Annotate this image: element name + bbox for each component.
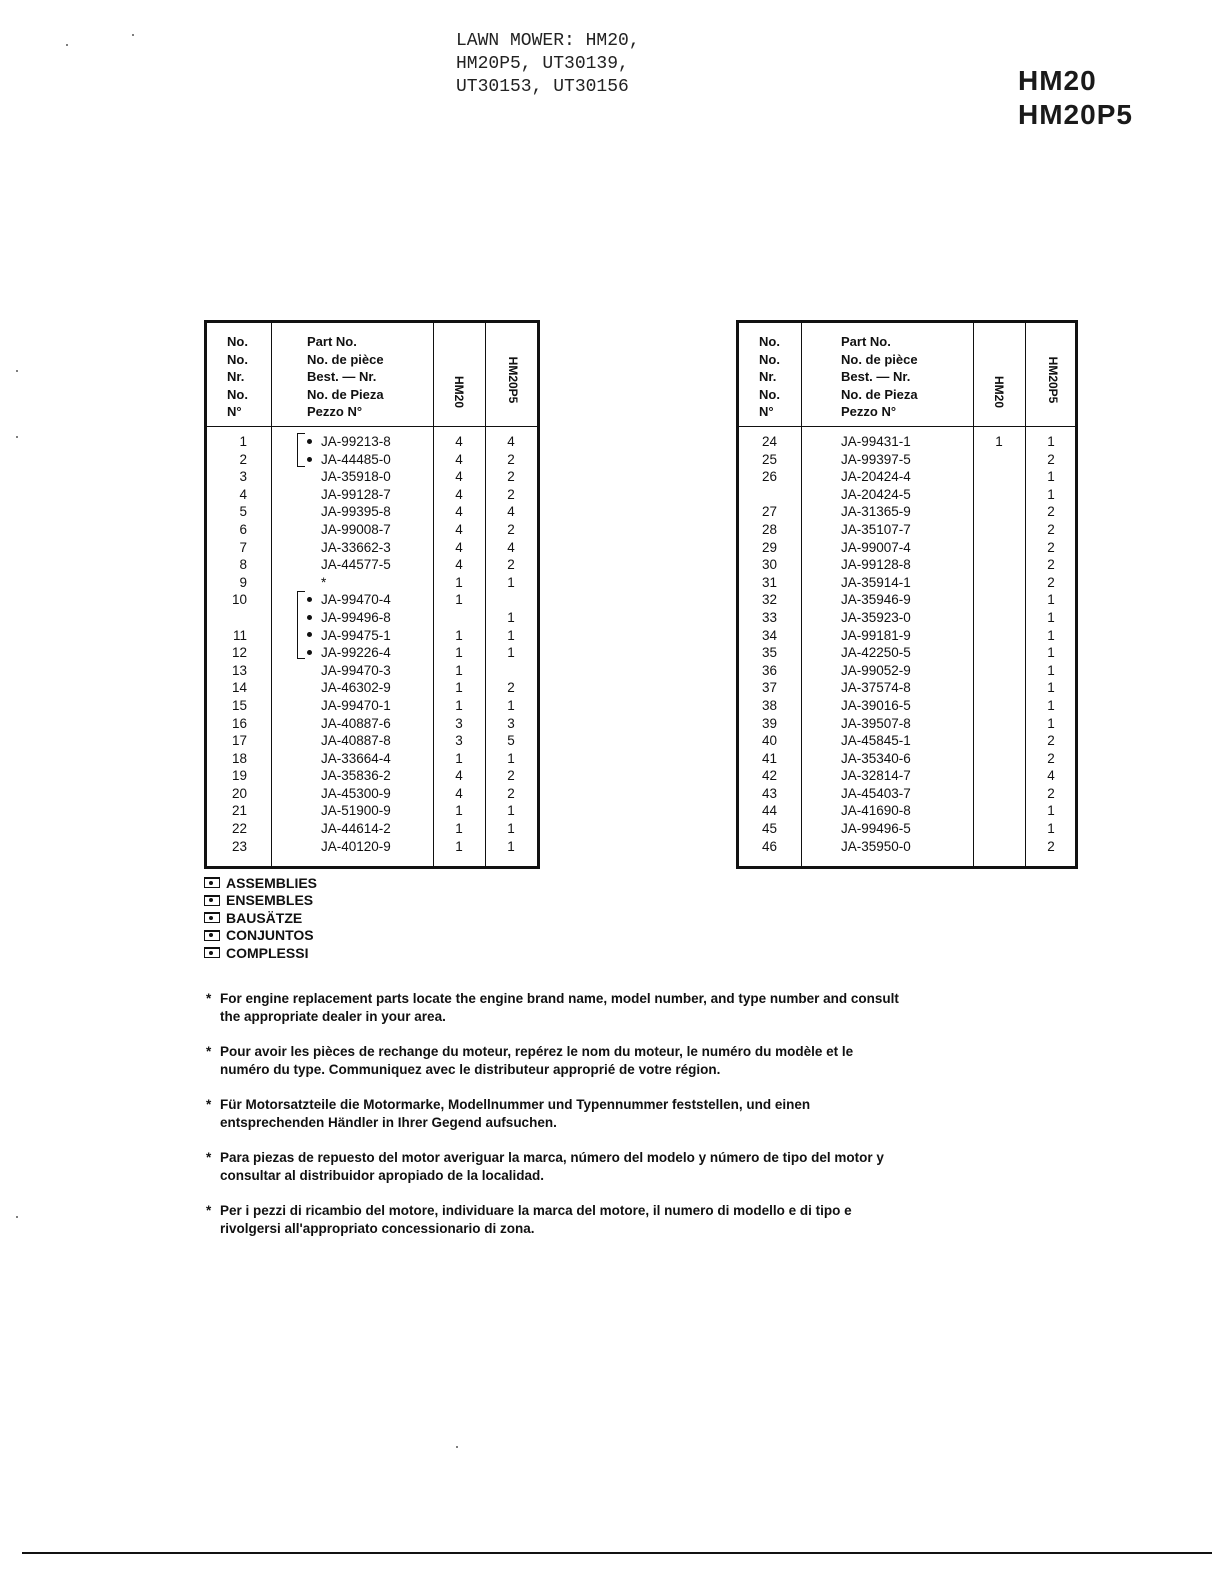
model-line: HM20P5: [1018, 99, 1133, 130]
header-line: No.: [227, 334, 248, 349]
header-line: Pezzo N°: [841, 404, 897, 419]
qty-hm20p5: 1: [1047, 821, 1055, 837]
item-number: 2: [239, 451, 247, 467]
table-row: [739, 451, 1075, 469]
part-number: JA-45300-9: [321, 785, 391, 801]
scan-speck: [456, 1446, 458, 1448]
table-row: [207, 802, 537, 820]
qty-hm20p5: 2: [507, 785, 515, 801]
qty-hm20p5: 1: [1047, 645, 1055, 661]
qty-hm20p5: 4: [1047, 768, 1055, 784]
part-number: JA-99128-8: [841, 557, 911, 573]
qty-hm20: 4: [455, 451, 463, 467]
qty-hm20p5: 2: [507, 768, 515, 784]
qty-hm20p5: 2: [507, 469, 515, 485]
header-line: No.: [227, 386, 248, 402]
item-number: 3: [239, 469, 247, 485]
qty-hm20p5: 2: [1047, 838, 1055, 854]
table-row: [739, 609, 1075, 627]
part-number: JA-99470-4: [321, 592, 391, 608]
part-number: JA-99496-5: [841, 821, 911, 837]
model-heading: [1018, 64, 1133, 132]
note-french: * Pour avoir les pièces de rechange du moteur, repérez le nom du moteur, le numéro du modèle et le numéro du type. Communiquez avec le distributeur approprié de votre région.: [204, 1043, 904, 1078]
qty-hm20p5: 1: [1047, 803, 1055, 819]
part-number: JA-35950-0: [841, 838, 911, 854]
table-row: [739, 679, 1075, 697]
part-number: JA-99496-8: [321, 609, 391, 625]
part-number: JA-35923-0: [841, 609, 911, 625]
part-number: JA-45403-7: [841, 785, 911, 801]
qty-hm20: 1: [455, 697, 463, 713]
qty-hm20: 4: [455, 469, 463, 485]
header-line: Best. — Nr.: [307, 369, 377, 384]
item-number: 38: [761, 697, 777, 713]
table-row: [739, 750, 1075, 768]
table-row: [207, 627, 537, 645]
qty-hm20: 4: [455, 521, 463, 537]
part-number: JA-99007-4: [841, 539, 911, 555]
title-line: LAWN MOWER: HM20,: [456, 31, 640, 51]
item-number: 17: [231, 733, 247, 749]
part-number: JA-35107-7: [841, 521, 911, 537]
item-number: 41: [761, 750, 777, 766]
note-german: * Für Motorsatzteile die Motormarke, Modellnummer und Typennummer feststellen, und einen entsprechenden Händler in Ihrer Gegend aufsuchen.: [204, 1096, 904, 1131]
table-row: [207, 697, 537, 715]
qty-hm20p5: 1: [1047, 697, 1055, 713]
table-row: [207, 433, 537, 451]
item-number: 30: [761, 557, 777, 573]
qty-hm20p5: 2: [507, 486, 515, 502]
qty-hm20p5: 1: [1047, 434, 1055, 449]
item-number: 29: [761, 539, 777, 555]
qty-hm20p5: 1: [507, 627, 515, 643]
header-hm20: HM20: [992, 375, 1006, 408]
document-title: [456, 30, 640, 99]
assembly-box-icon: [204, 895, 220, 906]
item-number: 35: [761, 645, 777, 661]
table-row: [207, 750, 537, 768]
table-row: [207, 820, 537, 838]
item-number: 5: [239, 504, 247, 520]
qty-hm20p5: 1: [507, 750, 515, 766]
qty-hm20p5: 1: [1047, 609, 1055, 625]
title-line: UT30153, UT30156: [456, 77, 629, 97]
item-number: 16: [231, 715, 247, 731]
table-row: [739, 627, 1075, 645]
table-row: [207, 732, 537, 750]
qty-hm20: 4: [455, 504, 463, 520]
legend-item: [204, 909, 317, 927]
qty-hm20: 1: [455, 750, 463, 766]
table-row: [739, 468, 1075, 486]
part-number: JA-99470-1: [321, 697, 391, 713]
table-row: [739, 503, 1075, 521]
table-row: [739, 732, 1075, 750]
legend-label: COMPLESSI: [226, 944, 309, 961]
item-number: 22: [231, 821, 247, 837]
table-row: [739, 715, 1075, 733]
qty-hm20p5: 2: [1047, 521, 1055, 537]
header-part-number: [841, 333, 918, 421]
table-row: [739, 802, 1075, 820]
legend-label: ASSEMBLIES: [226, 874, 318, 891]
qty-hm20p5: 2: [1047, 574, 1055, 590]
table-row: [739, 521, 1075, 539]
qty-hm20: 3: [455, 715, 463, 731]
item-number: 12: [231, 645, 247, 661]
qty-hm20: 4: [455, 434, 463, 449]
table-row: [739, 785, 1075, 803]
part-number: JA-99052-9: [841, 662, 911, 678]
item-number: 40: [761, 733, 777, 749]
part-number: JA-35946-9: [841, 592, 911, 608]
table-row: [207, 451, 537, 469]
qty-hm20p5: 1: [507, 645, 515, 661]
table-row: [739, 574, 1075, 592]
part-number: JA-99431-1: [841, 434, 911, 449]
table-row: [739, 539, 1075, 557]
part-number: JA-20424-4: [841, 469, 911, 485]
part-number: JA-44485-0: [321, 451, 391, 467]
item-number: 39: [761, 715, 777, 731]
table-row: [207, 785, 537, 803]
header-line: No.: [759, 334, 780, 349]
part-number: JA-37574-8: [841, 680, 911, 696]
qty-hm20p5: 1: [1047, 627, 1055, 643]
item-number: 8: [239, 557, 247, 573]
item-number: 37: [761, 680, 777, 696]
qty-hm20p5: 2: [1047, 504, 1055, 520]
header-line: Part No.: [307, 334, 357, 349]
header-item-number: [227, 333, 248, 421]
table-row: [739, 556, 1075, 574]
scan-speck: [66, 44, 68, 46]
item-number: 28: [761, 521, 777, 537]
item-number: 20: [231, 785, 247, 801]
bottom-rule: [22, 1552, 1212, 1554]
item-number: 36: [761, 662, 777, 678]
qty-hm20p5: 2: [1047, 557, 1055, 573]
qty-hm20p5: 1: [1047, 680, 1055, 696]
table-row: [207, 609, 537, 627]
qty-hm20p5: 2: [1047, 785, 1055, 801]
table-row: [739, 662, 1075, 680]
part-number: JA-39016-5: [841, 697, 911, 713]
qty-hm20p5: 1: [1047, 592, 1055, 608]
header-line: Nr.: [759, 369, 777, 384]
header-line: Pezzo N°: [307, 404, 363, 419]
header-hm20p5: HM20P5: [1046, 356, 1060, 404]
qty-hm20p5: 1: [507, 803, 515, 819]
table-row: [207, 644, 537, 662]
scan-speck: [16, 1216, 18, 1218]
part-number: JA-33664-4: [321, 750, 391, 766]
table-row: [739, 697, 1075, 715]
item-number: 43: [761, 785, 777, 801]
qty-hm20p5: 2: [1047, 750, 1055, 766]
parts-table-right: [736, 320, 1078, 869]
qty-hm20p5: 1: [507, 838, 515, 854]
table-row: [739, 820, 1075, 838]
header-line: Best. — Nr.: [841, 369, 911, 384]
item-number: 26: [761, 469, 777, 485]
part-number: JA-99395-8: [321, 504, 391, 520]
item-number: 33: [761, 609, 777, 625]
qty-hm20: 4: [455, 785, 463, 801]
legend-item: [204, 892, 317, 910]
note-italian: * Per i pezzi di ricambio del motore, individuare la marca del motore, il numero di modello e di tipo e rivolgersi all'appropriato concessionario di zona.: [204, 1202, 904, 1237]
item-number: 46: [761, 838, 777, 854]
part-number: JA-99128-7: [321, 486, 391, 502]
qty-hm20: 1: [455, 680, 463, 696]
header-line: Nr.: [227, 369, 245, 384]
note-english: * For engine replacement parts locate the engine brand name, model number, and type number and consult the appropriate dealer in your area.: [204, 990, 904, 1025]
header-line: No. de Pieza: [841, 386, 918, 402]
header-item-number: [759, 333, 780, 421]
part-number: JA-99226-4: [321, 645, 391, 661]
qty-hm20: 4: [455, 768, 463, 784]
part-number: JA-44577-5: [321, 557, 391, 573]
item-number: 42: [761, 768, 777, 784]
part-number: JA-42250-5: [841, 645, 911, 661]
table-row: [207, 468, 537, 486]
qty-hm20p5: 1: [507, 609, 515, 625]
legend-item: [204, 927, 317, 945]
header-line: No.: [227, 351, 248, 367]
qty-hm20p5: 2: [507, 557, 515, 573]
qty-hm20: 1: [455, 821, 463, 837]
part-number: JA-39507-8: [841, 715, 911, 731]
qty-hm20: 1: [455, 662, 463, 678]
item-number: 45: [761, 821, 777, 837]
qty-hm20p5: 4: [507, 504, 515, 520]
qty-hm20p5: 2: [1047, 733, 1055, 749]
parts-table-left: [204, 320, 540, 869]
qty-hm20p5: 1: [1047, 715, 1055, 731]
header-line: No.: [759, 351, 780, 367]
item-number: 14: [231, 680, 247, 696]
item-number: 25: [761, 451, 777, 467]
header-divider: [207, 426, 537, 427]
part-number: JA-40120-9: [321, 838, 391, 854]
part-number: JA-41690-8: [841, 803, 911, 819]
part-number: JA-35914-1: [841, 574, 911, 590]
table-row: [207, 591, 537, 609]
table-row: [739, 838, 1075, 856]
table-row: [207, 539, 537, 557]
part-number: JA-35836-2: [321, 768, 391, 784]
qty-hm20p5: 2: [507, 521, 515, 537]
part-number: JA-99213-8: [321, 434, 391, 449]
qty-hm20: 3: [455, 733, 463, 749]
qty-hm20p5: 1: [1047, 469, 1055, 485]
header-line: No. de Pieza: [307, 386, 384, 402]
table-row: [207, 838, 537, 856]
part-number: JA-20424-5: [841, 486, 911, 502]
part-number: JA-40887-6: [321, 715, 391, 731]
qty-hm20: 1: [455, 592, 463, 608]
table-row: [739, 591, 1075, 609]
qty-hm20p5: 1: [507, 697, 515, 713]
table-row: [739, 767, 1075, 785]
table-row: [207, 715, 537, 733]
qty-hm20p5: 1: [1047, 662, 1055, 678]
part-number: JA-99181-9: [841, 627, 911, 643]
header-divider: [739, 426, 1075, 427]
header-line: No.: [759, 386, 780, 402]
assembly-box-icon: [204, 877, 220, 888]
part-number: JA-44614-2: [321, 821, 391, 837]
legend-item: [204, 874, 317, 892]
assembly-box-icon: [204, 912, 220, 923]
qty-hm20: 4: [455, 539, 463, 555]
table-row: [207, 486, 537, 504]
scan-speck: [132, 34, 134, 36]
qty-hm20: 1: [455, 574, 463, 590]
item-number: 27: [761, 504, 777, 520]
header-line: No. de pièce: [307, 351, 384, 367]
qty-hm20p5: 1: [507, 821, 515, 837]
qty-hm20: 1: [455, 838, 463, 854]
qty-hm20p5: 3: [507, 715, 515, 731]
scan-speck: [16, 370, 18, 372]
part-number: JA-51900-9: [321, 803, 391, 819]
assembly-box-icon: [204, 930, 220, 941]
qty-hm20p5: 1: [507, 574, 515, 590]
scan-speck: [16, 436, 18, 438]
table-row: [207, 767, 537, 785]
qty-hm20p5: 4: [507, 434, 515, 449]
item-number: 11: [232, 627, 247, 643]
item-number: 31: [761, 574, 777, 590]
part-number: JA-46302-9: [321, 680, 391, 696]
part-number: JA-35918-0: [321, 469, 391, 485]
table-row: [207, 521, 537, 539]
qty-hm20: 4: [455, 557, 463, 573]
item-number: 1: [239, 434, 247, 449]
item-number: 44: [761, 803, 777, 819]
table-row: [207, 556, 537, 574]
header-part-number: [307, 333, 384, 421]
item-number: 19: [231, 768, 247, 784]
table-row: [739, 644, 1075, 662]
part-number: JA-45845-1: [841, 733, 911, 749]
item-number: 4: [239, 486, 247, 502]
table-row: [739, 433, 1075, 451]
item-number: 18: [231, 750, 247, 766]
part-number: *: [321, 574, 327, 590]
engine-parts-notes: [204, 990, 904, 1255]
part-number: JA-99008-7: [321, 521, 391, 537]
header-line: Part No.: [841, 334, 891, 349]
item-number: 9: [239, 574, 247, 590]
part-number: JA-33662-3: [321, 539, 391, 555]
qty-hm20: 4: [455, 486, 463, 502]
assembly-box-icon: [204, 947, 220, 958]
table-row: [207, 679, 537, 697]
item-number: 32: [761, 592, 777, 608]
header-line: N°: [759, 404, 774, 419]
part-number: JA-99470-3: [321, 662, 391, 678]
part-number: JA-99475-1: [321, 627, 391, 643]
item-number: 6: [239, 521, 247, 537]
item-number: 34: [761, 627, 777, 643]
qty-hm20p5: 2: [1047, 451, 1055, 467]
item-number: 7: [239, 539, 247, 555]
note-spanish: * Para piezas de repuesto del motor averiguar la marca, número del modelo y número de tipo del motor y consultar al distribuidor apropiado de la localidad.: [204, 1149, 904, 1184]
qty-hm20p5: 4: [507, 539, 515, 555]
header-hm20p5: HM20P5: [506, 356, 520, 404]
qty-hm20: 1: [455, 645, 463, 661]
legend-label: ENSEMBLES: [226, 892, 314, 909]
part-number: JA-32814-7: [841, 768, 911, 784]
qty-hm20: 1: [455, 803, 463, 819]
table-row: [207, 662, 537, 680]
title-line: HM20P5, UT30139,: [456, 54, 629, 74]
qty-hm20p5: 2: [1047, 539, 1055, 555]
qty-hm20: 1: [995, 434, 1003, 449]
item-number: 23: [231, 838, 247, 854]
table-body-right: [739, 433, 1075, 855]
item-number: 24: [761, 434, 777, 449]
qty-hm20p5: 2: [507, 451, 515, 467]
table-body-left: [207, 433, 537, 855]
qty-hm20p5: 5: [507, 733, 515, 749]
item-number: 10: [231, 592, 247, 608]
assembly-legend: [204, 874, 317, 962]
table-row: [739, 486, 1075, 504]
qty-hm20p5: 2: [507, 680, 515, 696]
qty-hm20: 1: [455, 627, 463, 643]
header-line: N°: [227, 404, 242, 419]
part-number: JA-40887-8: [321, 733, 391, 749]
legend-label: BAUSÄTZE: [226, 909, 303, 926]
item-number: 21: [231, 803, 247, 819]
part-number: JA-99397-5: [841, 451, 911, 467]
model-line: HM20: [1018, 65, 1097, 96]
legend-label: CONJUNTOS: [226, 927, 314, 944]
item-number: 15: [231, 697, 247, 713]
part-number: JA-31365-9: [841, 504, 911, 520]
table-row: [207, 574, 537, 592]
part-number: JA-35340-6: [841, 750, 911, 766]
header-line: No. de pièce: [841, 351, 918, 367]
table-row: [207, 503, 537, 521]
header-hm20: HM20: [452, 375, 466, 408]
legend-item: [204, 944, 317, 962]
qty-hm20p5: 1: [1047, 486, 1055, 502]
item-number: 13: [231, 662, 247, 678]
